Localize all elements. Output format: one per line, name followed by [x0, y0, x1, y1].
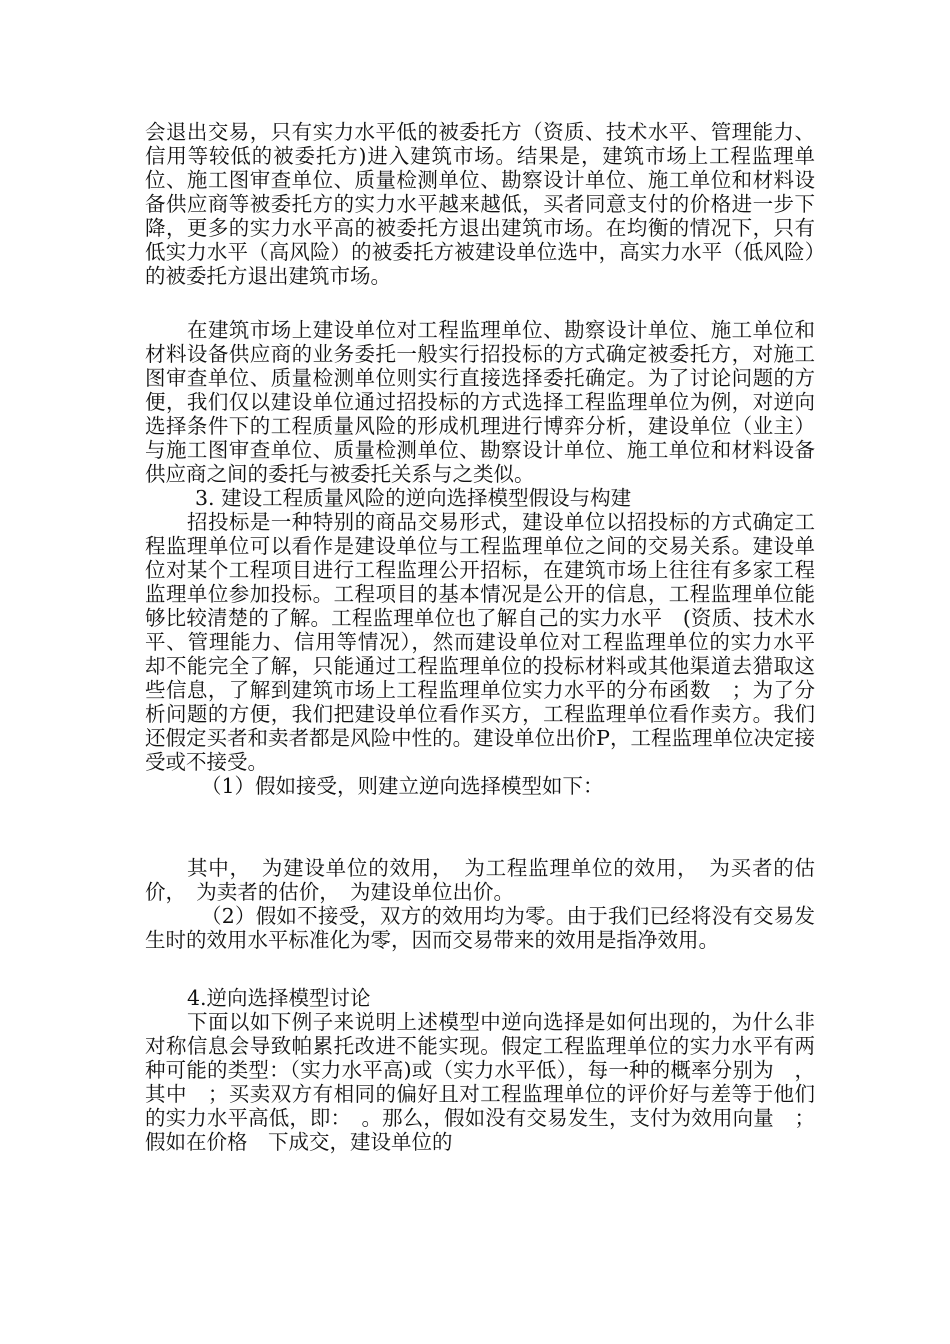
section-heading-4: 4.逆向选择模型讨论: [187, 986, 371, 1010]
paragraph-bidding-context: 在建筑市场上建设单位对工程监理单位、勘察设计单位、施工单位和材料设备供应商的业务委托一般实行招投标的方式确定被委托方，对施工图审查单位、质量检测单位则实行直接选择委托确定。为了讨论问题的方便，我们仅以建设单位通过招投标的方式选择工程监理单位为例，对逆向选择条件下的工程质量风险的形成机理进行博弈分析，建设单位（业主）与施工图审查单位、质量检测单位、勘察设计单位、施工单位和材料设备供应商之间的委托与被委托关系与之类似。: [145, 318, 815, 486]
section-heading-3: 3. 建设工程质量风险的逆向选择模型假设与构建: [195, 486, 632, 510]
paragraph-spacer: [145, 288, 815, 318]
paragraph-case-accept: （1）假如接受，则建立逆向选择模型如下：: [201, 774, 604, 798]
paragraph-variable-definitions: 其中， 为建设单位的效用， 为工程监理单位的效用， 为买者的估价， 为卖者的估价， 为建设单位出价。: [145, 856, 815, 904]
paragraph-spacer: [145, 952, 815, 986]
paragraph-adverse-selection-outcome: 会退出交易，只有实力水平低的被委托方（资质、技术水平、管理能力、信用等较低的被委托方)进入建筑市场。结果是，建筑市场上工程监理单位、施工图审查单位、质量检测单位、勘察设计单位、施工单位和材料设备供应商等被委托方的实力水平越来越低，买者同意支付的价格进一步下降，更多的实力水平高的被委托方退出建筑市场。在均衡的情况下，只有低实力水平（高风险）的被委托方被建设单位选中，高实力水平（低风险）的被委托方退出建筑市场。: [145, 120, 815, 288]
paragraph-model-assumptions: 招投标是一种特别的商品交易形式，建设单位以招投标的方式确定工程监理单位可以看作是建设单位与工程监理单位之间的交易关系。建设单位对某个工程项目进行工程监理公开招标，在建筑市场上往往有多家工程监理单位参加投标。工程项目的基本情况是公开的信息，工程监理单位能够比较清楚的了解。工程监理单位也了解自己的实力水平 (资质、技术水平、管理能力、信用等情况），然而建设单位对工程监理单位的实力水平 却不能完全了解，只能通过工程监理单位的投标材料或其他渠道去猎取这些信息，了解到建筑市场上工程监理单位实力水平的分布函数 ；为了分析问题的方便，我们把建设单位看作买方，工程监理单位看作卖方。我们还假定买者和卖者都是风险中性的。建设单位出价P，工程监理单位决定接受或不接受。: [145, 510, 836, 774]
equation-placeholder: [145, 798, 815, 856]
paragraph-model-discussion: 下面以如下例子来说明上述模型中逆向选择是如何出现的，为什么非对称信息会导致帕累托改进不能实现。假定工程监理单位的实力水平有两种可能的类型：（实力水平高)或（实力水平低），每一种的概率分别为 ，其中 ；买卖双方有相同的偏好且对工程监理单位的评价好与差等于他们的实力水平高低，即： 。那么，假如没有交易发生，支付为效用向量 ；假如在价格 下成交，建设单位的: [145, 1010, 815, 1154]
paragraph-case-reject: （2）假如不接受，双方的效用均为零。由于我们已经将没有交易发生时的效用水平标准化为零，因而交易带来的效用是指净效用。: [145, 904, 815, 952]
document-page: [145, 120, 836, 1154]
